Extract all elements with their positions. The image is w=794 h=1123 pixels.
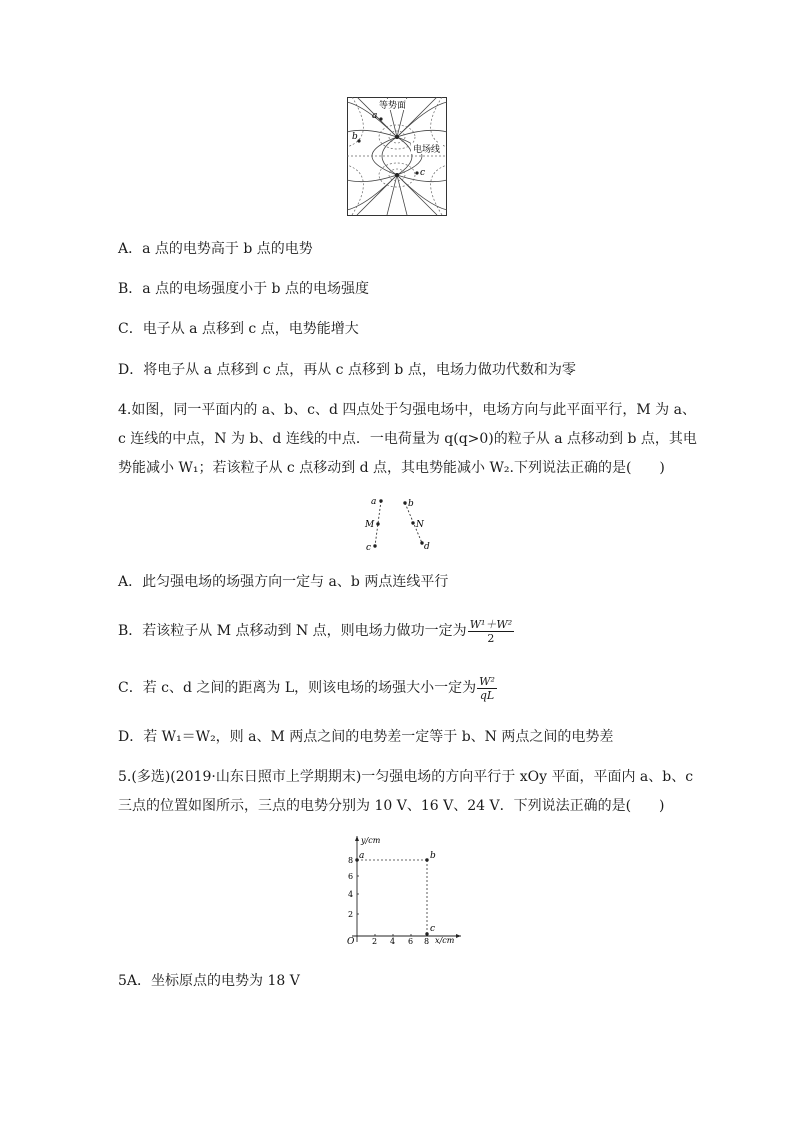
q4-point-c: c bbox=[366, 543, 372, 553]
q5-stem-line1: 5.(多选)(2019·山东日照市上学期期末)一匀强电场的方向平行于 xOy 平面，平面内 a、b、c bbox=[118, 769, 694, 785]
y-axis-label: y/cm bbox=[361, 836, 381, 845]
q4-option-b-numerator: W¹＋W² bbox=[469, 617, 513, 631]
figure-q4-points bbox=[360, 493, 435, 553]
q4-point-n: N bbox=[416, 520, 424, 530]
q4-stem-line3: 势能减小 W₁；若该粒子从 c 点移动到 d 点，其电势能减小 W₂.下列说法正确的是( ) bbox=[118, 460, 665, 476]
q4-option-c bbox=[118, 670, 497, 706]
q3-option-d: D．将电子从 a 点移到 c 点，再从 c 点移到 b 点，电场力做功代数和为零 bbox=[118, 362, 576, 378]
q5-option-a: 5A．坐标原点的电势为 18 V bbox=[118, 973, 300, 989]
q5-point-c: c bbox=[430, 924, 436, 934]
q4-option-b-text: B．若该粒子从 M 点移动到 N 点，则电场力做功一定为 bbox=[118, 623, 467, 639]
q4-option-c-text: C．若 c、d 之间的距离为 L，则该电场的场强大小一定为 bbox=[118, 680, 477, 696]
q5-stem bbox=[118, 763, 694, 821]
point-c-label: c bbox=[420, 168, 426, 178]
figure-q5-coordinates bbox=[337, 830, 467, 948]
y-tick-6: 6 bbox=[348, 872, 354, 881]
q4-stem-line1: 4.如图，同一平面内的 a、b、c、d 四点处于匀强电场中，电场方向与此平面平行，M 为 a、 bbox=[118, 402, 696, 418]
q3-option-c: C．电子从 a 点移到 c 点，电势能增大 bbox=[118, 321, 359, 337]
origin-label: O bbox=[347, 937, 355, 947]
q4-point-m: M bbox=[365, 520, 375, 530]
label-equipotential: 等势面 bbox=[379, 101, 407, 111]
q4-point-b: b bbox=[408, 499, 414, 509]
q4-option-b bbox=[118, 613, 514, 649]
q4-point-a: a bbox=[371, 497, 377, 507]
q5-point-a: a bbox=[359, 851, 365, 861]
q4-point-d: d bbox=[424, 542, 430, 552]
q4-option-c-numerator: W² bbox=[479, 674, 495, 688]
q4-option-a: A．此匀强电场的场强方向一定与 a、b 两点连线平行 bbox=[118, 574, 449, 590]
y-tick-2: 2 bbox=[348, 910, 354, 919]
q4-option-b-denominator: 2 bbox=[487, 631, 495, 645]
x-tick-8: 8 bbox=[424, 937, 430, 946]
q5-point-b: b bbox=[430, 851, 436, 861]
q4-stem-line2: c 连线的中点，N 为 b、d 连线的中点．一电荷量为 q(q>0)的粒子从 a 点移动到 b 点，其电 bbox=[118, 431, 697, 447]
x-tick-4: 4 bbox=[390, 937, 396, 946]
point-a-label: a bbox=[372, 111, 378, 121]
x-axis-label: x/cm bbox=[435, 936, 455, 945]
label-field-line: 电场线 bbox=[413, 145, 441, 155]
q3-option-b: B．a 点的电场强度小于 b 点的电场强度 bbox=[118, 281, 369, 297]
q4-option-c-fraction bbox=[477, 675, 497, 702]
q5-stem-line2: 三点的位置如图所示，三点的电势分别为 10 V、16 V、24 V．下列说法正确的是( ) bbox=[118, 798, 665, 814]
y-tick-4: 4 bbox=[348, 890, 354, 899]
q4-option-d: D．若 W₁＝W₂，则 a、M 两点之间的电势差一定等于 b、N 两点之间的电势差 bbox=[118, 729, 614, 745]
figure-electric-field bbox=[347, 97, 447, 217]
q4-option-c-denominator: qL bbox=[479, 688, 495, 702]
x-tick-2: 2 bbox=[372, 937, 378, 946]
point-b-label: b bbox=[352, 132, 358, 142]
q3-option-a: A．a 点的电势高于 b 点的电势 bbox=[118, 241, 313, 257]
q4-option-b-fraction bbox=[468, 618, 514, 645]
x-tick-6: 6 bbox=[408, 937, 414, 946]
y-tick-8: 8 bbox=[348, 856, 354, 865]
q4-stem bbox=[118, 396, 697, 483]
